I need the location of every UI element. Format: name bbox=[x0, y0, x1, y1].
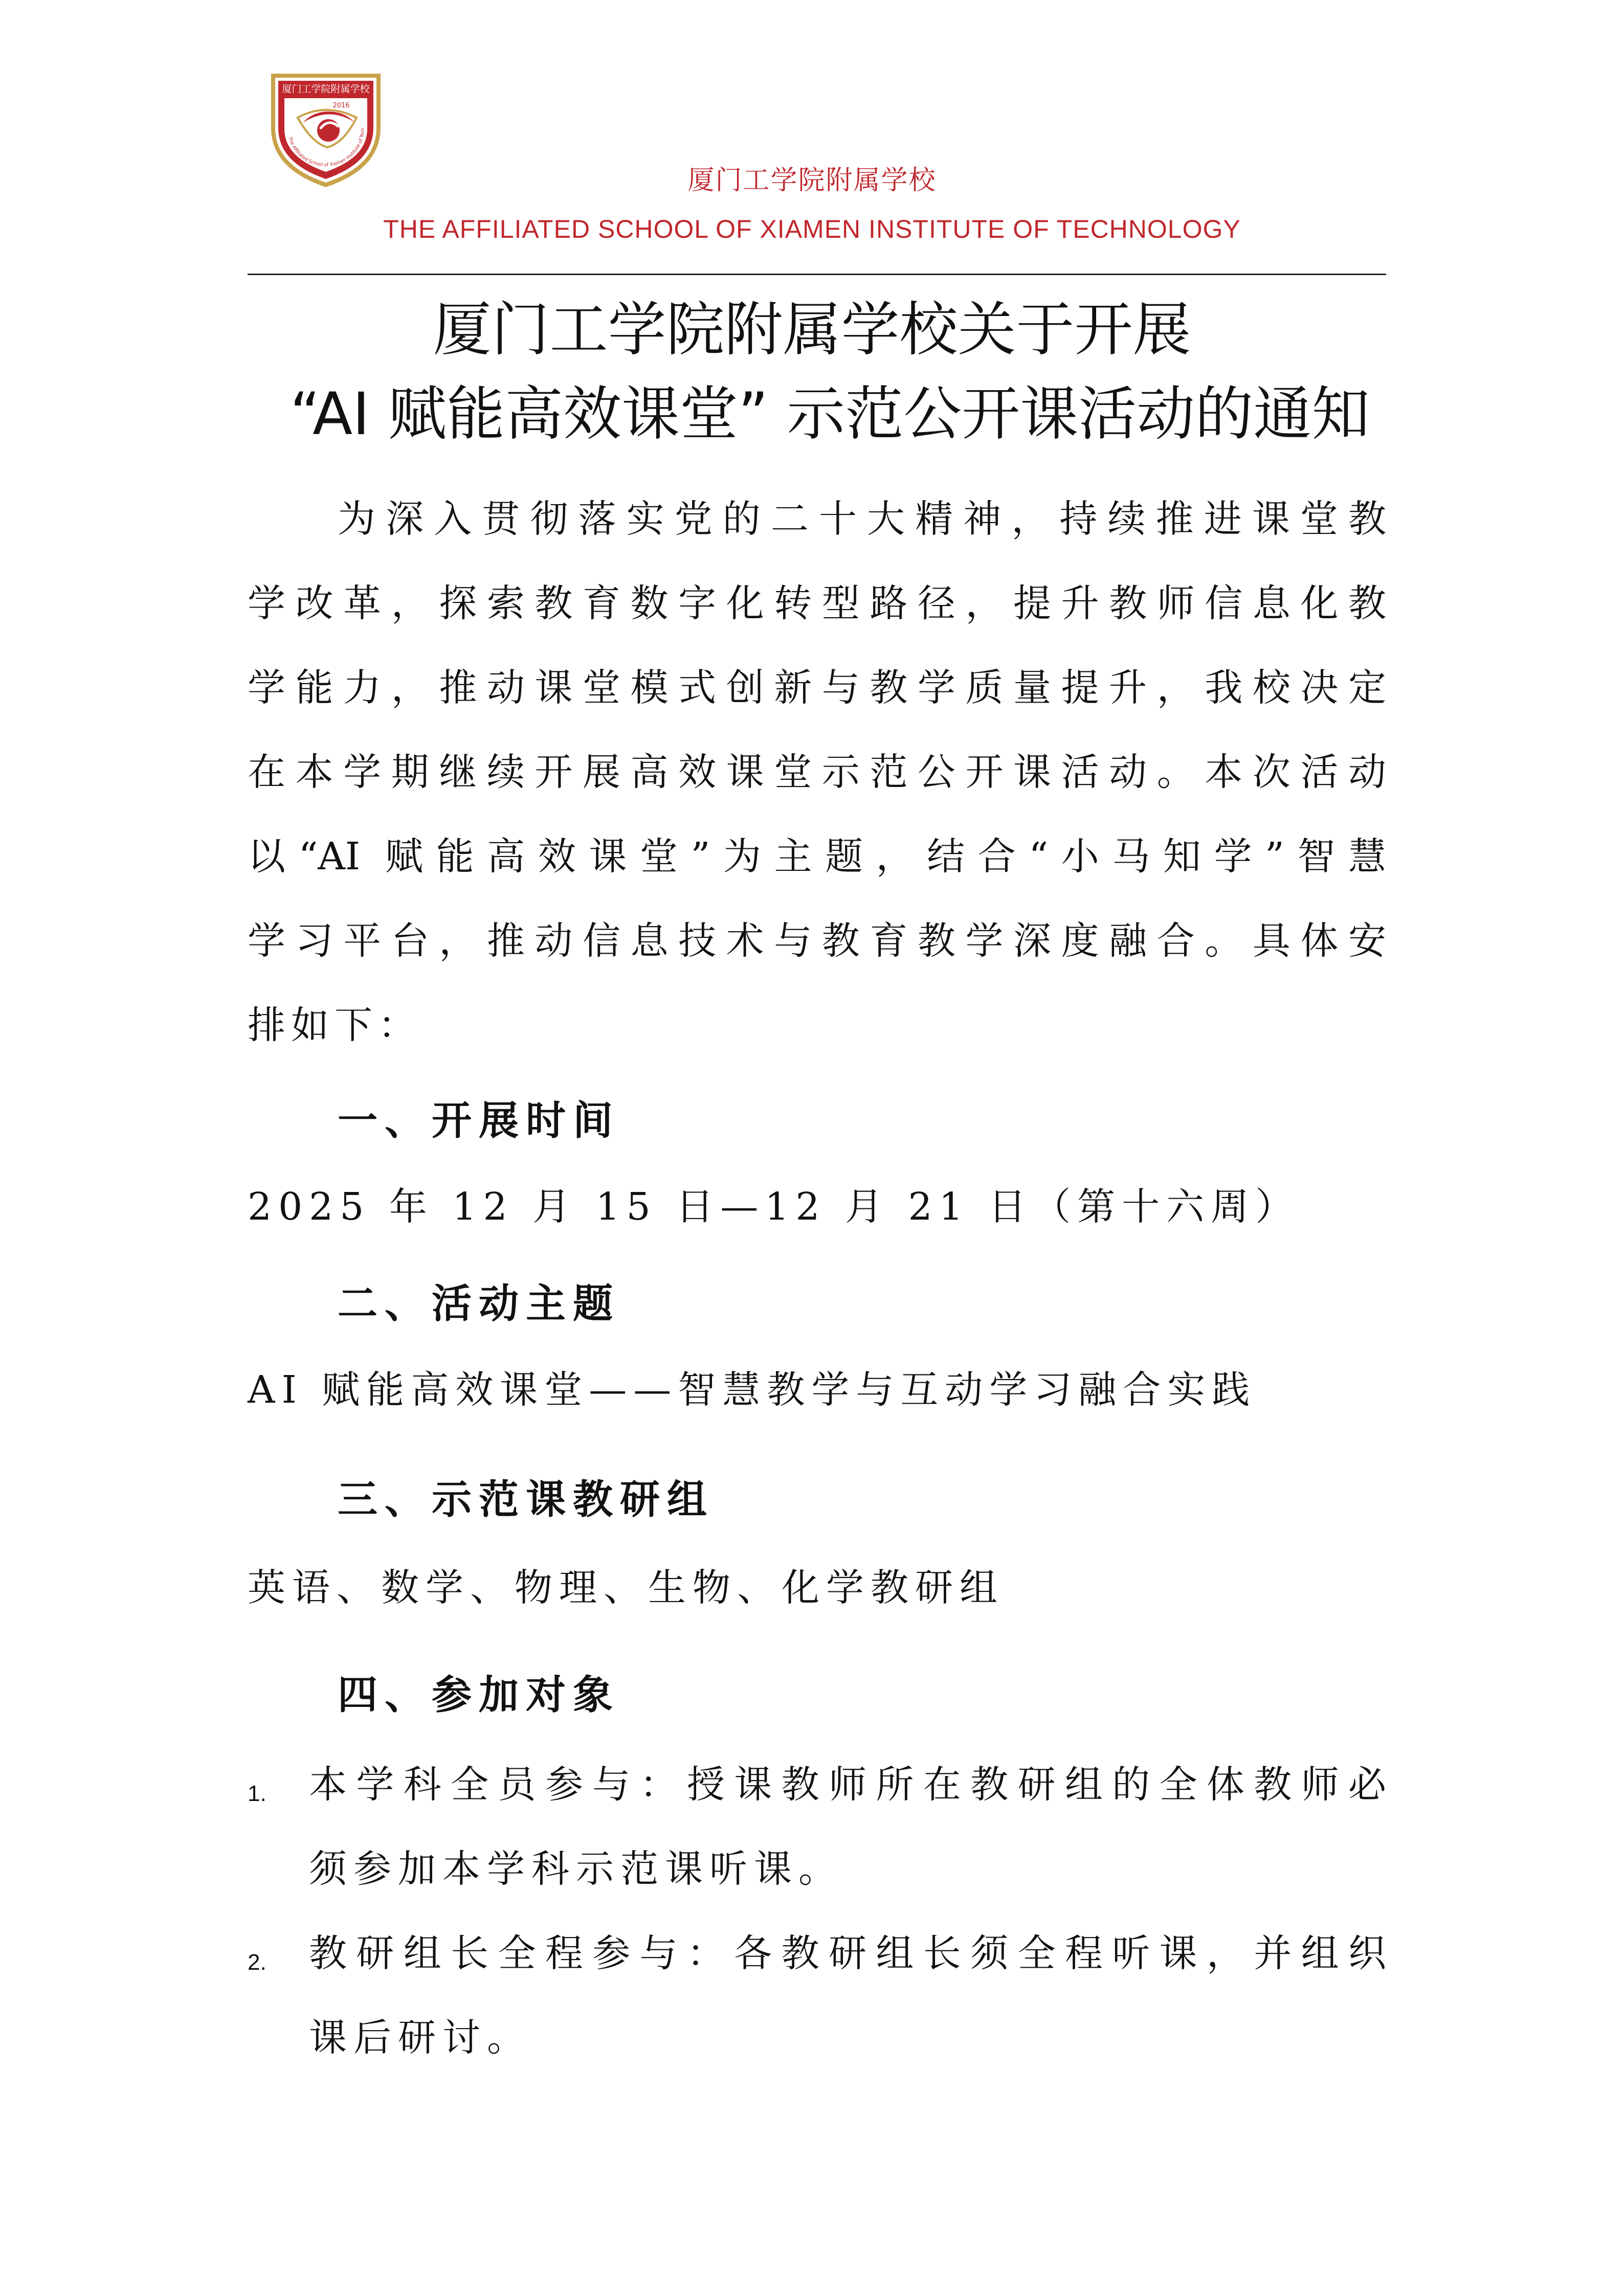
section-heading-participants: 四、参加对象 bbox=[338, 1672, 620, 1718]
section-heading-groups: 三、示范课教研组 bbox=[338, 1477, 715, 1523]
notice-title-line-2: “AI 赋能高效课堂” 示范公开课活动的通知 bbox=[290, 380, 1370, 448]
list-item-line: 须参加本学科示范课听课。 bbox=[309, 1847, 843, 1891]
section-content-groups: 英语、数学、物理、生物、化学教研组 bbox=[248, 1566, 1004, 1610]
intro-line: 排如下： bbox=[248, 1003, 421, 1047]
notice-title-line-1: 厦门工学院附属学校关于开展 bbox=[433, 296, 1191, 364]
intro-line: 学改革，探索教育数字化转型路径，提升教师信息化教 bbox=[248, 581, 1386, 625]
intro-line: 在本学期继续开展高效课堂示范公开课活动。本次活动 bbox=[248, 750, 1386, 794]
intro-line: 以“AI 赋能高效课堂”为主题，结合“小马知学”智慧 bbox=[248, 835, 1386, 879]
letterhead-divider bbox=[248, 274, 1386, 275]
intro-line: 学习平台，推动信息技术与教育教学深度融合。具体安 bbox=[248, 919, 1386, 963]
section-heading-theme: 二、活动主题 bbox=[338, 1281, 620, 1327]
section-heading-time: 一、开展时间 bbox=[338, 1098, 620, 1144]
svg-text:2016: 2016 bbox=[332, 102, 350, 109]
list-item-line: 教研组长全程参与：各教研组长须全程听课，并组织 bbox=[309, 1931, 1386, 1975]
svg-text:The Affiliated School of Xiame: The Affiliated School of Xiamen Institute of Tech bbox=[287, 127, 366, 168]
list-item-line: 本学科全员参与：授课教师所在教研组的全体教师必 bbox=[309, 1763, 1386, 1807]
intro-line: 为深入贯彻落实党的二十大精神，持续推进课堂教 bbox=[338, 497, 1386, 541]
school-name-en: THE AFFILIATED SCHOOL OF XIAMEN INSTITUTE OF TECHNOLOGY bbox=[383, 215, 1241, 243]
section-content-theme: AI 赋能高效课堂——智慧教学与互动学习融合实践 bbox=[248, 1368, 1257, 1412]
section-content-time: 2025 年 12 月 15 日—12 月 21 日（第十六周） bbox=[248, 1185, 1300, 1229]
school-name-cn: 厦门工学院附属学校 bbox=[687, 165, 937, 196]
list-item-line: 课后研讨。 bbox=[309, 2016, 531, 2060]
list-item-number: 1. bbox=[248, 1781, 266, 1806]
list-item-number: 2. bbox=[248, 1950, 266, 1975]
intro-line: 学能力，推动课堂模式创新与教学质量提升，我校决定 bbox=[248, 666, 1386, 710]
svg-text:厦门工学院附属学校: 厦门工学院附属学校 bbox=[282, 83, 370, 95]
